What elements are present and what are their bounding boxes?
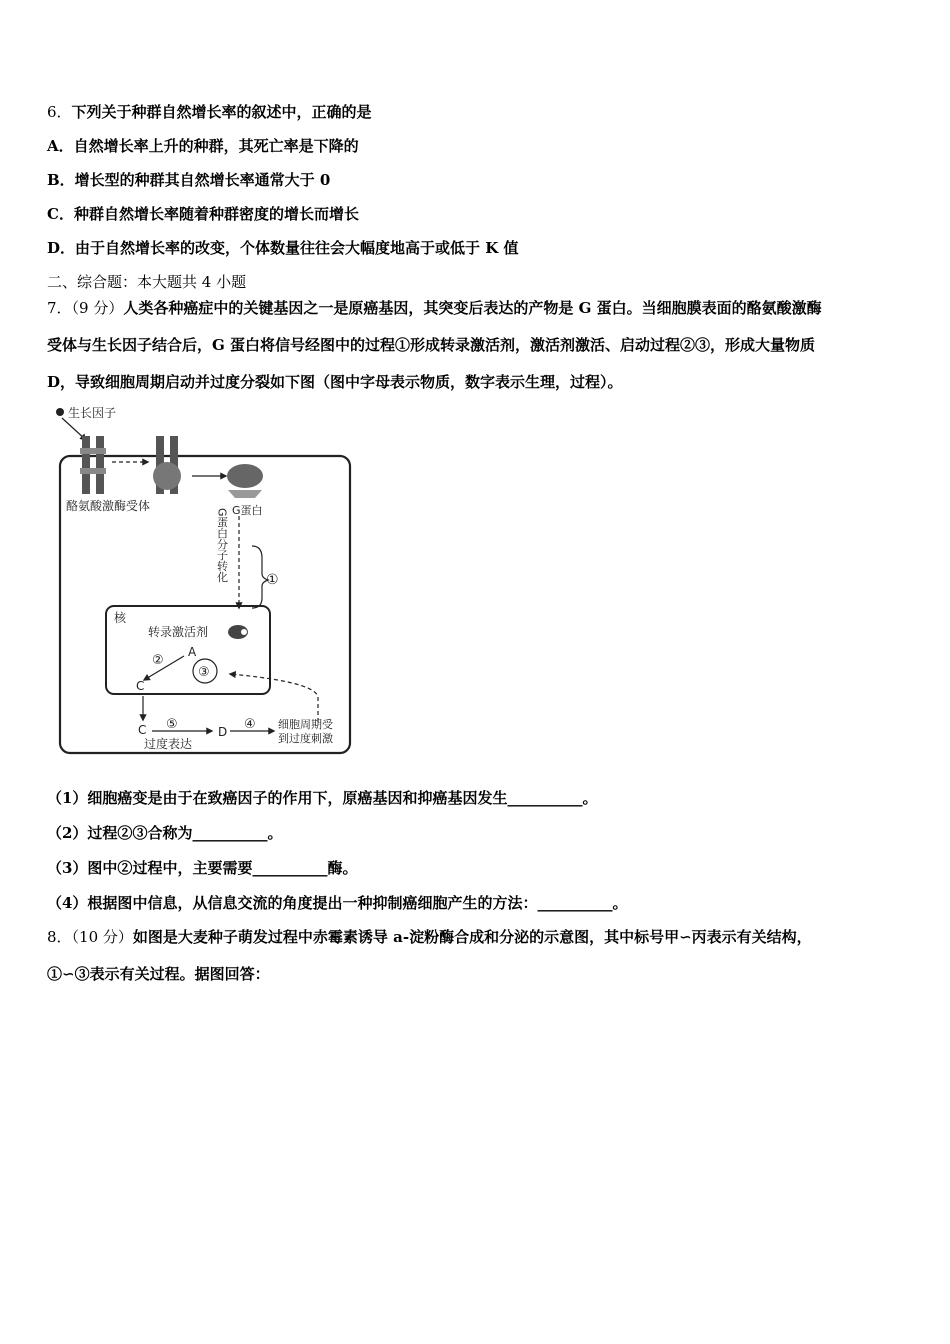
label-a: A [188, 645, 197, 659]
q6-number: 6． [47, 103, 72, 121]
q7-text-1: 人类各种癌症中的关键基因之一是原癌基因，其突变后表达的产物是 G 蛋白。当细胞膜表面的酪氨酸激酶 [123, 299, 822, 317]
q8-stem-line2: ①∽③表示有关过程。据图回答： [47, 965, 270, 983]
q6-option-d: D．由于自然增长率的改变，个体数量往往会大幅度地高于或低于 K 值 [47, 239, 519, 257]
q7-sub-4: （4）根据图中信息，从信息交流的角度提出一种抑制癌细胞产生的方法：__________。 [47, 894, 628, 912]
q7-number: 7． [47, 299, 72, 317]
growth-factor-dot [56, 408, 64, 416]
q8-score: （10 分） [71, 928, 133, 946]
step4-label: ④ [244, 717, 256, 732]
feedback-dashed-arrow [230, 674, 318, 722]
receptor-label: 酪氨酸激酶受体 [66, 499, 151, 513]
q6-option-a: A．自然增长率上升的种群，其死亡率是下降的 [47, 137, 359, 155]
step2-label: ② [152, 653, 164, 668]
step1-label: ① [266, 572, 279, 588]
q7-score: （9 分） [71, 299, 124, 317]
q7-stem-line1 [47, 298, 822, 318]
overexpress-label: 过度表达 [144, 737, 193, 751]
q7-sub-2: （2）过程②③合称为__________。 [47, 824, 283, 842]
g-protein-shape [227, 464, 263, 498]
receptor-shape-1 [80, 436, 106, 494]
label-c-bottom: C [138, 723, 147, 737]
g-protein-label: G蛋白 [232, 504, 263, 517]
q6-stem [47, 102, 372, 122]
q7-sub-1: （1）细胞癌变是由于在致癌因子的作用下，原癌基因和抑癌基因发生__________。 [47, 789, 598, 807]
label-c-nucleus: C [136, 679, 145, 693]
q7-stem-line2: 受体与生长因子结合后，G 蛋白将信号经图中的过程①形成转录激活剂，激活剂激活、启动过程②③，形成大量物质 [47, 336, 816, 354]
activator-label: 转录激活剂 [148, 625, 209, 639]
section-heading: 二、综合题：本大题共 4 小题 [47, 273, 247, 291]
g-protein-vertical-label: G蛋白分子转化 [215, 508, 229, 583]
q8-number: 8． [47, 928, 72, 946]
q6-stem-text: 下列关于种群自然增长率的叙述中，正确的是 [71, 103, 372, 121]
growth-factor-label: 生长因子 [68, 406, 117, 420]
receptor-shape-2 [153, 436, 181, 494]
signal-pathway-diagram [40, 398, 385, 770]
cycle-label-1: 细胞周期受 [278, 718, 333, 731]
step3-label: ③ [198, 665, 210, 680]
nucleus-label: 核 [114, 611, 127, 625]
q8-text-1: 如图是大麦种子萌发过程中赤霉素诱导 a-淀粉酶合成和分泌的示意图，其中标号甲∽丙表示有关结构， [132, 928, 812, 946]
q7-sub-3: （3）图中②过程中，主要需要__________酶。 [47, 859, 358, 877]
label-d: D [218, 725, 228, 739]
cycle-label-2: 到过度刺激 [278, 732, 333, 745]
step5-label: ⑤ [166, 717, 178, 732]
q8-stem-line1 [47, 927, 812, 947]
q6-option-c: C．种群自然增长率随着种群密度的增长而增长 [47, 205, 359, 223]
q6-option-b: B．增长型的种群其自然增长率通常大于 0 [47, 171, 331, 189]
a-to-c-arrow [144, 656, 184, 680]
activator-shape [228, 625, 248, 639]
q7-stem-line3: D，导致细胞周期启动并过度分裂如下图（图中字母表示物质，数字表示生理，过程）。 [47, 373, 623, 391]
